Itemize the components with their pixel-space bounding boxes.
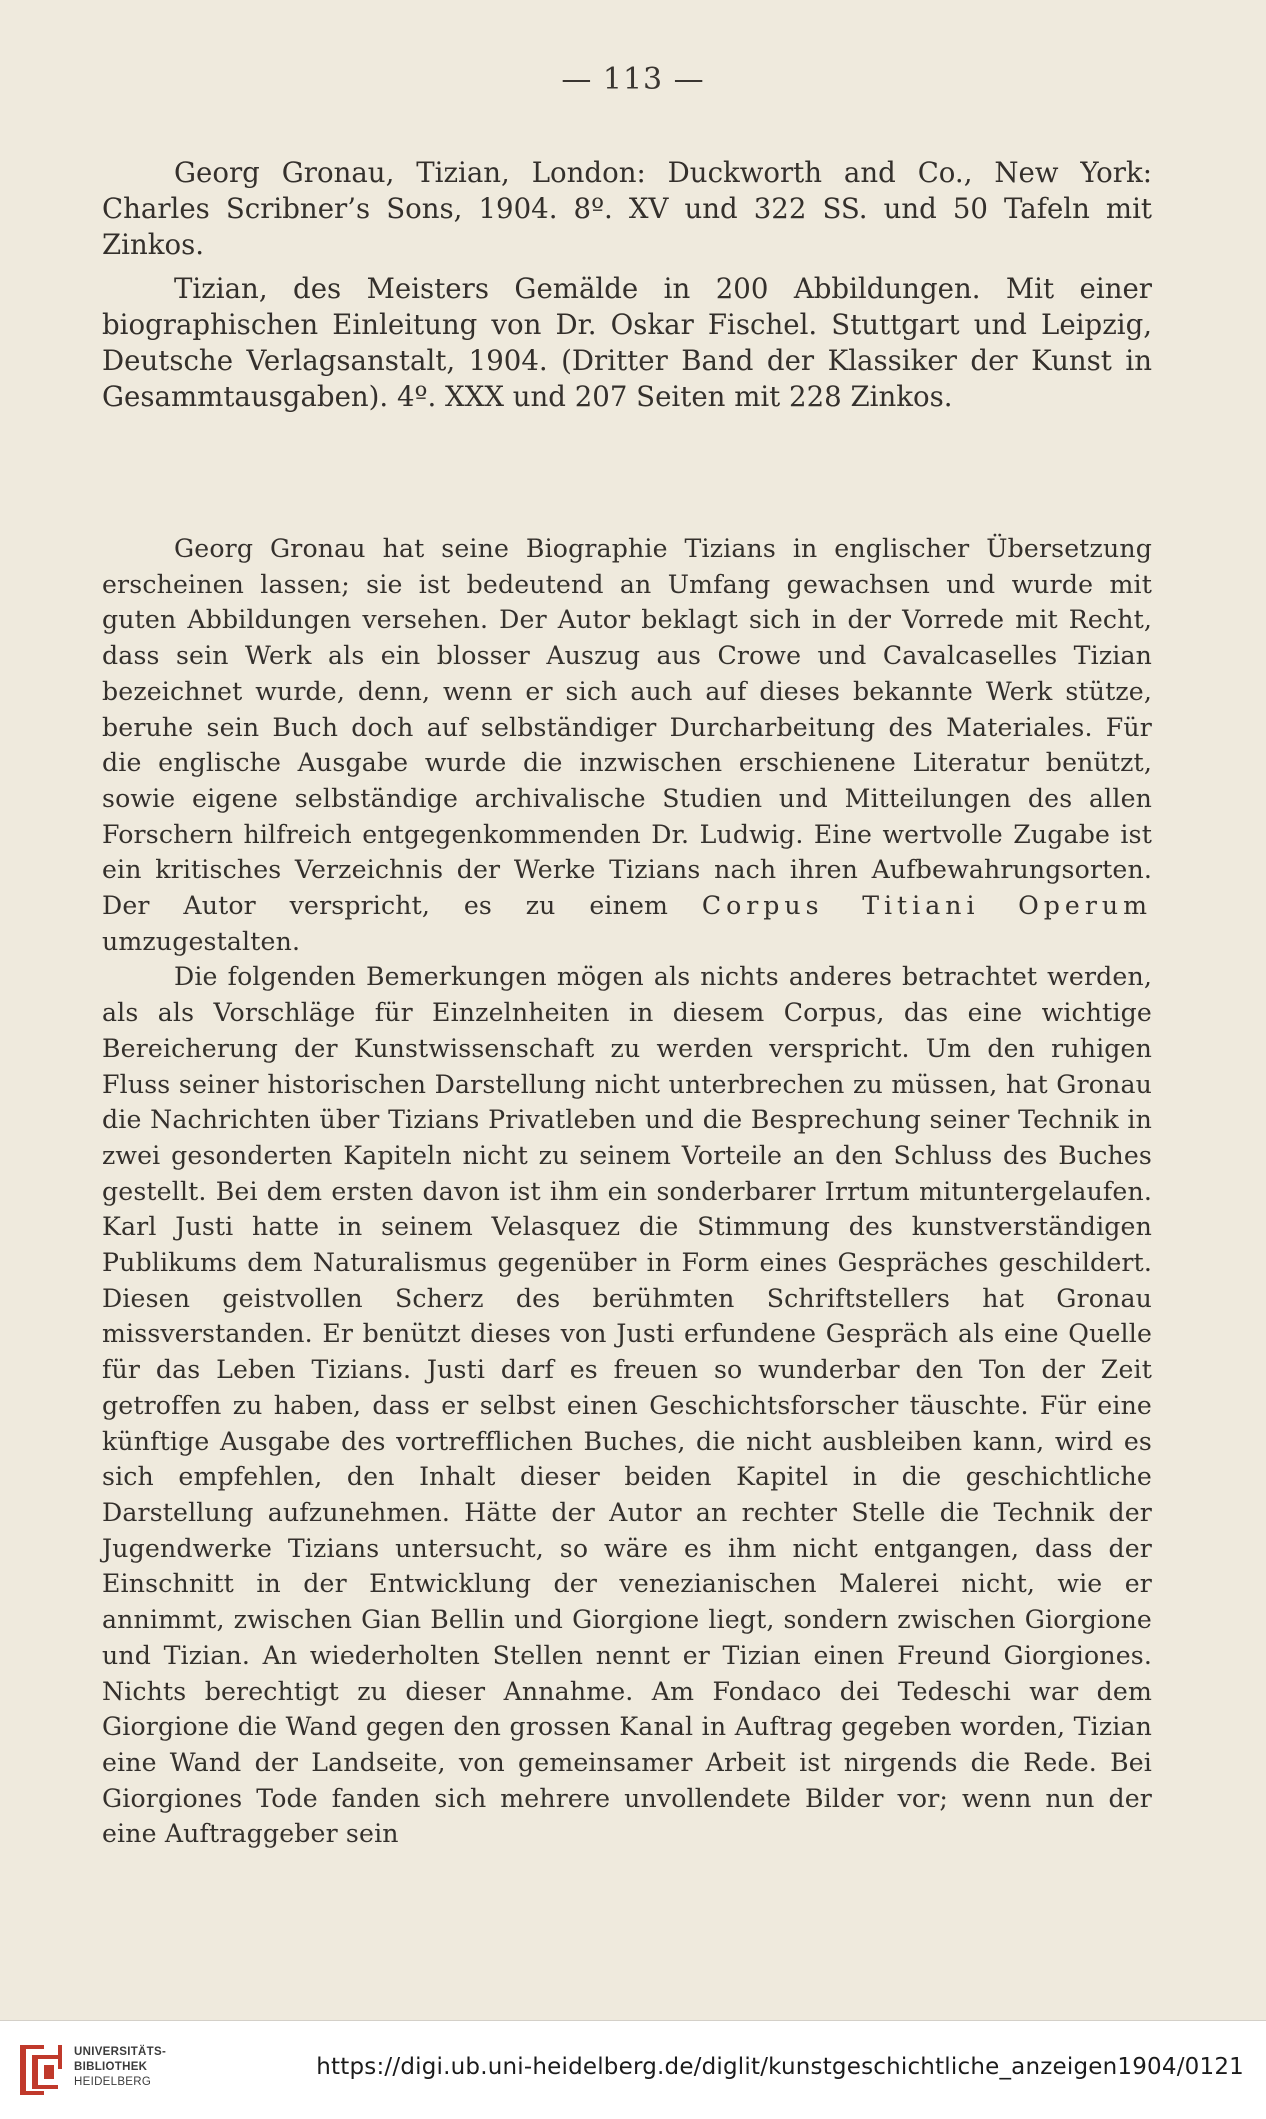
paragraph-text: Georg Gronau hat seine Biographie Tizians in englischer Übersetzung erscheinen lassen; sie ist bedeutend an Umfang gewachsen und wurde mit guten Abbildungen versehen. Der Autor beklagt sich in der Vorrede mit Recht, dass sein Werk als ein blosser Auszug aus Crowe und Cavalcaselles Tizian bezeichnet wurde, denn, wenn er sich auch auf dieses bekannte Werk stütze, beruhe sein Buch doch auf selbständiger Durcharbeitung des Materiales. Für die englische Ausgabe wurde die inzwischen erschienene Literatur benützt, sowie eigene selbständige archivalische Studien und Mitteilungen des allen Forschern hilfreich entgegenkommenden Dr. Ludwig. Eine wertvolle Zugabe ist ein kritisches Verzeichnis der Werke Tizians nach ihren Aufbewahrungsorten. Der Autor verspricht, es zu einem <box>102 534 1152 921</box>
library-name-line: UNIVERSITÄTS- <box>74 2046 167 2058</box>
library-name <box>74 2045 166 2090</box>
library-name-line: BIBLIOTHEK <box>74 2061 148 2073</box>
page-number: — 113 — <box>561 62 705 97</box>
source-url-link[interactable]: https://digi.ub.uni-heidelberg.de/diglit/kunstgeschichtliche_anzeigen1904/0121 <box>316 2054 1244 2080</box>
footer-bar <box>0 2020 1266 2119</box>
bibliography-section <box>102 155 1152 415</box>
bibliography-entry: Georg Gronau, Tizian, London: Duckworth and Co., New York: Charles Scribner’s Sons, 1904. 8º. XV und 322 SS. und 50 Tafeln mit Zinkos. <box>102 156 1152 261</box>
spaced-title: Corpus Titiani Operum <box>701 891 1152 921</box>
paragraph: Die folgenden Bemerkungen mögen als nichts anderes betrachtet werden, als als Vorschläge für Einzelnheiten in diesem Corpus, das eine wichtige Bereicherung der Kunstwissenschaft zu werden verspricht. Um den ruhigen Fluss seiner historischen Darstellung nicht unterbrechen zu müssen, hat Gronau die Nachrichten über Tizians Privatleben und die Besprechung seiner Technik in zwei gesonderten Kapiteln nicht zu seinem Vorteile an den Schluss des Buches gestellt. Bei dem ersten davon ist ihm ein sonderbarer Irrtum mituntergelaufen. Karl Justi hatte in seinem Velasquez die Stimmung des kunstverständigen Publikums dem Naturalismus gegenüber in Form eines Gespräches geschildert. Diesen geistvollen Scherz des berühmten Schriftstellers hat Gronau missverstanden. Er benützt dieses von Justi erfundene Gespräch als eine Quelle für das Leben Tizians. Justi darf es freuen so wunderbar den Ton der Zeit getroffen zu haben, dass er selbst einen Geschichtsforscher täuschte. Für eine künftige Ausgabe des vortrefflichen Buches, die nicht ausbleiben kann, wird es sich empfehlen, den Inhalt dieser beiden Kapitel in die geschichtliche Darstellung aufzunehmen. Hätte der Autor an rechter Stelle die Technik der Jugendwerke Tizians untersucht, so wäre es ihm nicht entgangen, dass der Einschnitt in der Entwicklung der venezianischen Malerei nicht, wie er annimmt, zwischen Gian Bellin und Giorgione liegt, sondern zwischen Giorgione und Tizian. An wiederholten Stellen nennt er Tizian einen Freund Giorgiones. Nichts berechtigt zu dieser Annahme. Am Fondaco dei Tedeschi war dem Giorgione die Wand gegen den grossen Kanal in Auftrag gegeben worden, Tizian eine Wand der Landseite, von gemeinsamer Arbeit ist nirgends die Rede. Bei Giorgiones Tode fanden sich mehrere unvollendete Bilder vor; wenn nun der eine Auftraggeber sein <box>102 962 1152 1849</box>
library-logo-icon <box>14 2041 66 2099</box>
paragraph <box>102 531 1152 959</box>
bibliography-entry: Tizian, des Meisters Gemälde in 200 Abbildungen. Mit einer biographischen Einleitung von Dr. Oskar Fischel. Stuttgart und Leipzig, Deutsche Verlagsanstalt, 1904. (Dritter Band der Klassiker der Kunst in Gesammtausgaben). 4º. XXX und 207 Seiten mit 228 Zinkos. <box>102 272 1152 413</box>
library-logo[interactable] <box>14 2041 174 2101</box>
review-body <box>102 531 1152 1852</box>
library-name-line: HEIDELBERG <box>74 2076 152 2088</box>
paragraph-text: umzugestalten. <box>102 926 301 956</box>
